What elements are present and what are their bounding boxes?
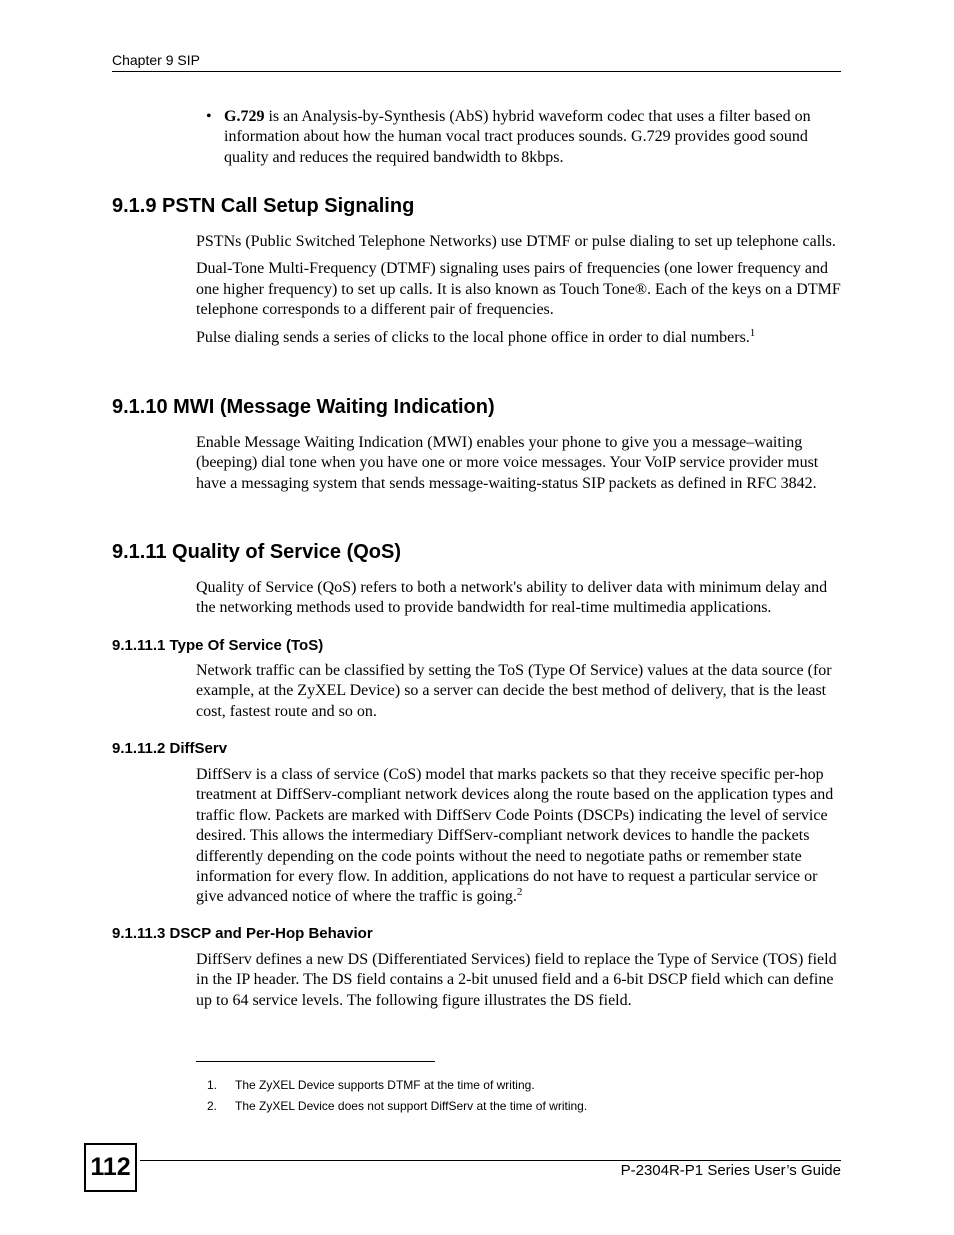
heading-pstn: 9.1.9 PSTN Call Setup Signaling xyxy=(112,195,415,217)
header-rule xyxy=(112,71,841,72)
paragraph: DiffServ defines a new DS (Differentiated Services) field to replace the Type of Service (TOS) field in the IP header. The DS field contains a 2-bit unused field and a 6-bit DSCP field which can define up to 64 service levels. The following figure illustrates the DS field. xyxy=(196,951,837,1009)
dscp-body xyxy=(196,950,842,1011)
paragraph-text: DiffServ is a class of service (CoS) model that marks packets so that they receive specific per-hop treatment at DiffServ-compliant network devices along the route based on the application types and traffic flow. Packets are marked with DiffServ Code Points (DSCPs) indicating the level of service desired. This allows the intermediary DiffServ-compliant network devices to handle the packets differently depending on the code points without the need to negotiate paths or remember state information for every flow. In addition, applications do not have to request a particular service or give advanced notice of where the traffic is going. xyxy=(196,766,834,906)
running-header: Chapter 9 SIP xyxy=(112,52,200,68)
heading-mwi: 9.1.10 MWI (Message Waiting Indication) xyxy=(112,396,495,418)
pstn-body xyxy=(196,232,842,348)
heading-diffserv: 9.1.11.2 DiffServ xyxy=(112,740,228,757)
heading-dscp: 9.1.11.3 DSCP and Per-Hop Behavior xyxy=(112,925,373,942)
tos-body xyxy=(196,661,842,722)
page-number: 112 xyxy=(84,1143,137,1192)
footer-rule xyxy=(140,1160,841,1161)
footnote-number: 1. xyxy=(207,1078,218,1092)
guide-title: P-2304R-P1 Series User’s Guide xyxy=(620,1162,841,1179)
bullet-g729 xyxy=(224,107,840,168)
footnote-ref: 2 xyxy=(516,886,523,899)
heading-qos: 9.1.11 Quality of Service (QoS) xyxy=(112,541,402,563)
footnote-rule xyxy=(196,1061,435,1062)
paragraph: PSTNs (Public Switched Telephone Networks) use DTMF or pulse dialing to set up telephone calls. xyxy=(196,233,836,250)
paragraph xyxy=(196,328,842,348)
footnote-text: The ZyXEL Device does not support DiffServ at the time of writing. xyxy=(235,1099,588,1113)
footnote-ref: 1 xyxy=(749,326,756,339)
footnote-text: The ZyXEL Device supports DTMF at the time of writing. xyxy=(235,1078,535,1092)
paragraph xyxy=(196,765,842,908)
mwi-body xyxy=(196,433,842,494)
footnote-number: 2. xyxy=(207,1099,218,1113)
paragraph-text: Pulse dialing sends a series of clicks to the local phone office in order to dial numbers. xyxy=(196,328,750,346)
paragraph: Dual-Tone Multi-Frequency (DTMF) signaling uses pairs of frequencies (one lower frequency and one higher frequency) to set up calls. It is also known as Touch Tone®. Each of the keys on a DTMF telephone corresponds to a different pair of frequencies. xyxy=(196,260,841,319)
heading-tos: 9.1.11.1 Type Of Service (ToS) xyxy=(112,637,324,654)
qos-body xyxy=(196,578,842,619)
bullet-marker: • xyxy=(206,108,212,125)
diffserv-body xyxy=(196,765,842,908)
paragraph: Quality of Service (QoS) refers to both a network's ability to deliver data with minimum delay and the networking methods used to provide bandwidth for real-time multimedia applications. xyxy=(196,579,828,617)
paragraph: Network traffic can be classified by setting the ToS (Type Of Service) values at the data source (for example, at the ZyXEL Device) so a server can decide the best method of delivery, that is the least cost, fastest route and so on. xyxy=(196,662,832,720)
bullet-text: is an Analysis-by-Synthesis (AbS) hybrid waveform codec that uses a filter based on information about how the human vocal tract produces sounds. G.729 provides good sound quality and reduces the required bandwidth to 8kbps. xyxy=(224,108,811,166)
paragraph: Enable Message Waiting Indication (MWI) enables your phone to give you a message–waiting (beeping) dial tone when you have one or more voice messages. Your VoIP service provider must have a messaging system that sends message-waiting-status SIP packets as defined in RFC 3842. xyxy=(196,434,819,492)
bullet-term: G.729 xyxy=(224,108,265,125)
